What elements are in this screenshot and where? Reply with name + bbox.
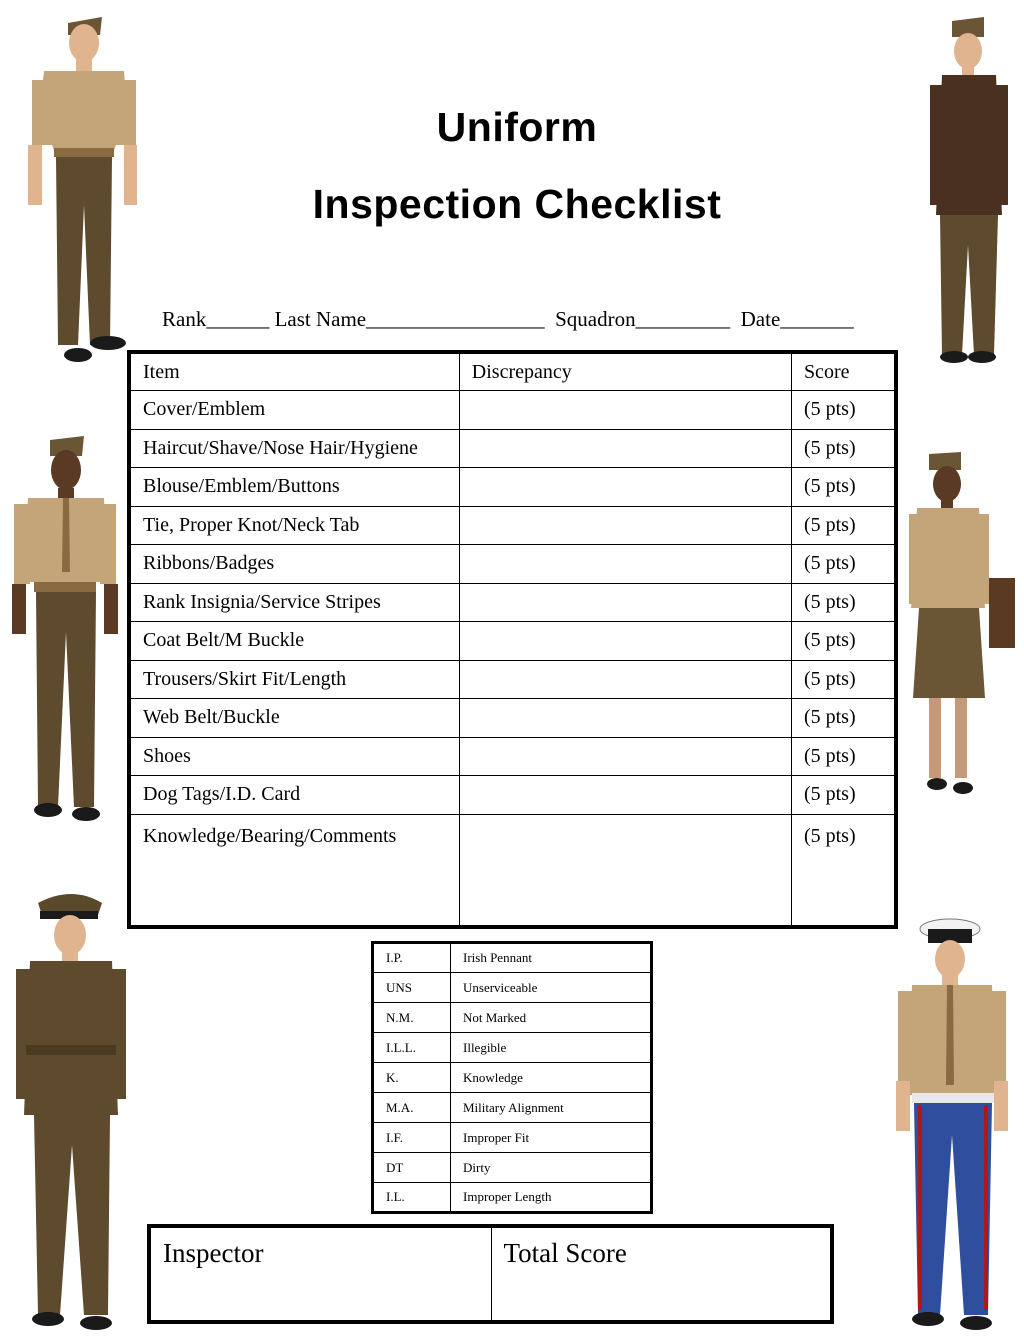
discrepancy-cell[interactable] bbox=[459, 506, 791, 545]
discrepancy-cell[interactable] bbox=[459, 622, 791, 661]
inspector-field[interactable] bbox=[149, 1226, 491, 1322]
legend-row bbox=[373, 1063, 652, 1093]
row-item: Ribbons/Badges bbox=[129, 545, 459, 584]
table-row bbox=[129, 814, 896, 927]
legend-meaning: Irish Pennant bbox=[451, 943, 652, 973]
row-score: (5 pts) bbox=[791, 622, 896, 661]
row-item: Web Belt/Buckle bbox=[129, 699, 459, 738]
legend-row bbox=[373, 1093, 652, 1123]
row-item: Dog Tags/I.D. Card bbox=[129, 776, 459, 815]
table-row bbox=[129, 583, 896, 622]
table-header-row bbox=[129, 352, 896, 391]
row-score: (5 pts) bbox=[791, 429, 896, 468]
row-score: (5 pts) bbox=[791, 737, 896, 776]
legend-code: I.P. bbox=[373, 943, 451, 973]
row-item: Blouse/Emblem/Buttons bbox=[129, 468, 459, 507]
discrepancy-cell[interactable] bbox=[459, 699, 791, 738]
legend-table bbox=[371, 941, 653, 1214]
legend-row bbox=[373, 973, 652, 1003]
table-row bbox=[129, 429, 896, 468]
legend-meaning: Improper Fit bbox=[451, 1123, 652, 1153]
legend-code: I.L.L. bbox=[373, 1033, 451, 1063]
table-row bbox=[129, 622, 896, 661]
row-item: Haircut/Shave/Nose Hair/Hygiene bbox=[129, 429, 459, 468]
table-row bbox=[129, 737, 896, 776]
legend-meaning: Illegible bbox=[451, 1033, 652, 1063]
page-title-line1: Uniform bbox=[436, 104, 598, 150]
header-item: Item bbox=[129, 352, 459, 391]
table-row bbox=[129, 391, 896, 430]
legend-row bbox=[373, 1183, 652, 1213]
row-item: Coat Belt/M Buckle bbox=[129, 622, 459, 661]
legend-code: M.A. bbox=[373, 1093, 451, 1123]
row-item: Shoes bbox=[129, 737, 459, 776]
table-row bbox=[129, 660, 896, 699]
discrepancy-cell[interactable] bbox=[459, 545, 791, 584]
discrepancy-cell[interactable] bbox=[459, 776, 791, 815]
legend-row bbox=[373, 1033, 652, 1063]
inspector-label: Inspector bbox=[163, 1238, 264, 1268]
discrepancy-cell[interactable] bbox=[459, 660, 791, 699]
row-score: (5 pts) bbox=[791, 545, 896, 584]
table-row bbox=[129, 776, 896, 815]
marine-figure-skirt bbox=[905, 448, 1020, 798]
row-score: (5 pts) bbox=[791, 699, 896, 738]
table-row bbox=[129, 699, 896, 738]
checklist-table bbox=[127, 350, 898, 929]
header-score: Score bbox=[791, 352, 896, 391]
discrepancy-cell[interactable] bbox=[459, 737, 791, 776]
legend-meaning: Not Marked bbox=[451, 1003, 652, 1033]
row-score: (5 pts) bbox=[791, 814, 896, 927]
header-discrepancy: Discrepancy bbox=[459, 352, 791, 391]
legend-meaning: Military Alignment bbox=[451, 1093, 652, 1123]
legend-row bbox=[373, 1153, 652, 1183]
marine-figure-dress-blue bbox=[888, 915, 1018, 1340]
table-row bbox=[129, 506, 896, 545]
legend-code: UNS bbox=[373, 973, 451, 1003]
row-item: Tie, Proper Knot/Neck Tab bbox=[129, 506, 459, 545]
total-score-field[interactable] bbox=[491, 1226, 832, 1322]
total-score-label: Total Score bbox=[503, 1238, 627, 1268]
marine-figure-khaki-tie bbox=[8, 432, 123, 827]
discrepancy-cell[interactable] bbox=[459, 429, 791, 468]
legend-meaning: Unserviceable bbox=[451, 973, 652, 1003]
row-item: Trousers/Skirt Fit/Length bbox=[129, 660, 459, 699]
signature-table bbox=[147, 1224, 834, 1324]
legend-code: DT bbox=[373, 1153, 451, 1183]
row-item: Cover/Emblem bbox=[129, 391, 459, 430]
legend-row bbox=[373, 1003, 652, 1033]
marine-figure-service-alpha bbox=[12, 885, 142, 1340]
legend-code: N.M. bbox=[373, 1003, 451, 1033]
row-score: (5 pts) bbox=[791, 583, 896, 622]
row-item: Knowledge/Bearing/Comments bbox=[129, 814, 459, 927]
legend-meaning: Knowledge bbox=[451, 1063, 652, 1093]
row-item: Rank Insignia/Service Stripes bbox=[129, 583, 459, 622]
legend-meaning: Improper Length bbox=[451, 1183, 652, 1213]
legend-code: I.L. bbox=[373, 1183, 451, 1213]
row-score: (5 pts) bbox=[791, 391, 896, 430]
signature-row bbox=[149, 1226, 832, 1322]
legend-meaning: Dirty bbox=[451, 1153, 652, 1183]
discrepancy-cell[interactable] bbox=[459, 583, 791, 622]
discrepancy-cell[interactable] bbox=[459, 468, 791, 507]
table-row bbox=[129, 545, 896, 584]
legend-row bbox=[373, 943, 652, 973]
row-score: (5 pts) bbox=[791, 506, 896, 545]
table-row bbox=[129, 468, 896, 507]
row-score: (5 pts) bbox=[791, 468, 896, 507]
info-fields-line: Rank______ Last Name_________________ Squadron_________ Date_______ bbox=[162, 307, 854, 331]
discrepancy-cell[interactable] bbox=[459, 814, 791, 927]
row-score: (5 pts) bbox=[791, 776, 896, 815]
row-score: (5 pts) bbox=[791, 660, 896, 699]
legend-code: I.F. bbox=[373, 1123, 451, 1153]
legend-code: K. bbox=[373, 1063, 451, 1093]
legend-row bbox=[373, 1123, 652, 1153]
page-title-line2: Inspection Checklist bbox=[312, 181, 722, 227]
discrepancy-cell[interactable] bbox=[459, 391, 791, 430]
